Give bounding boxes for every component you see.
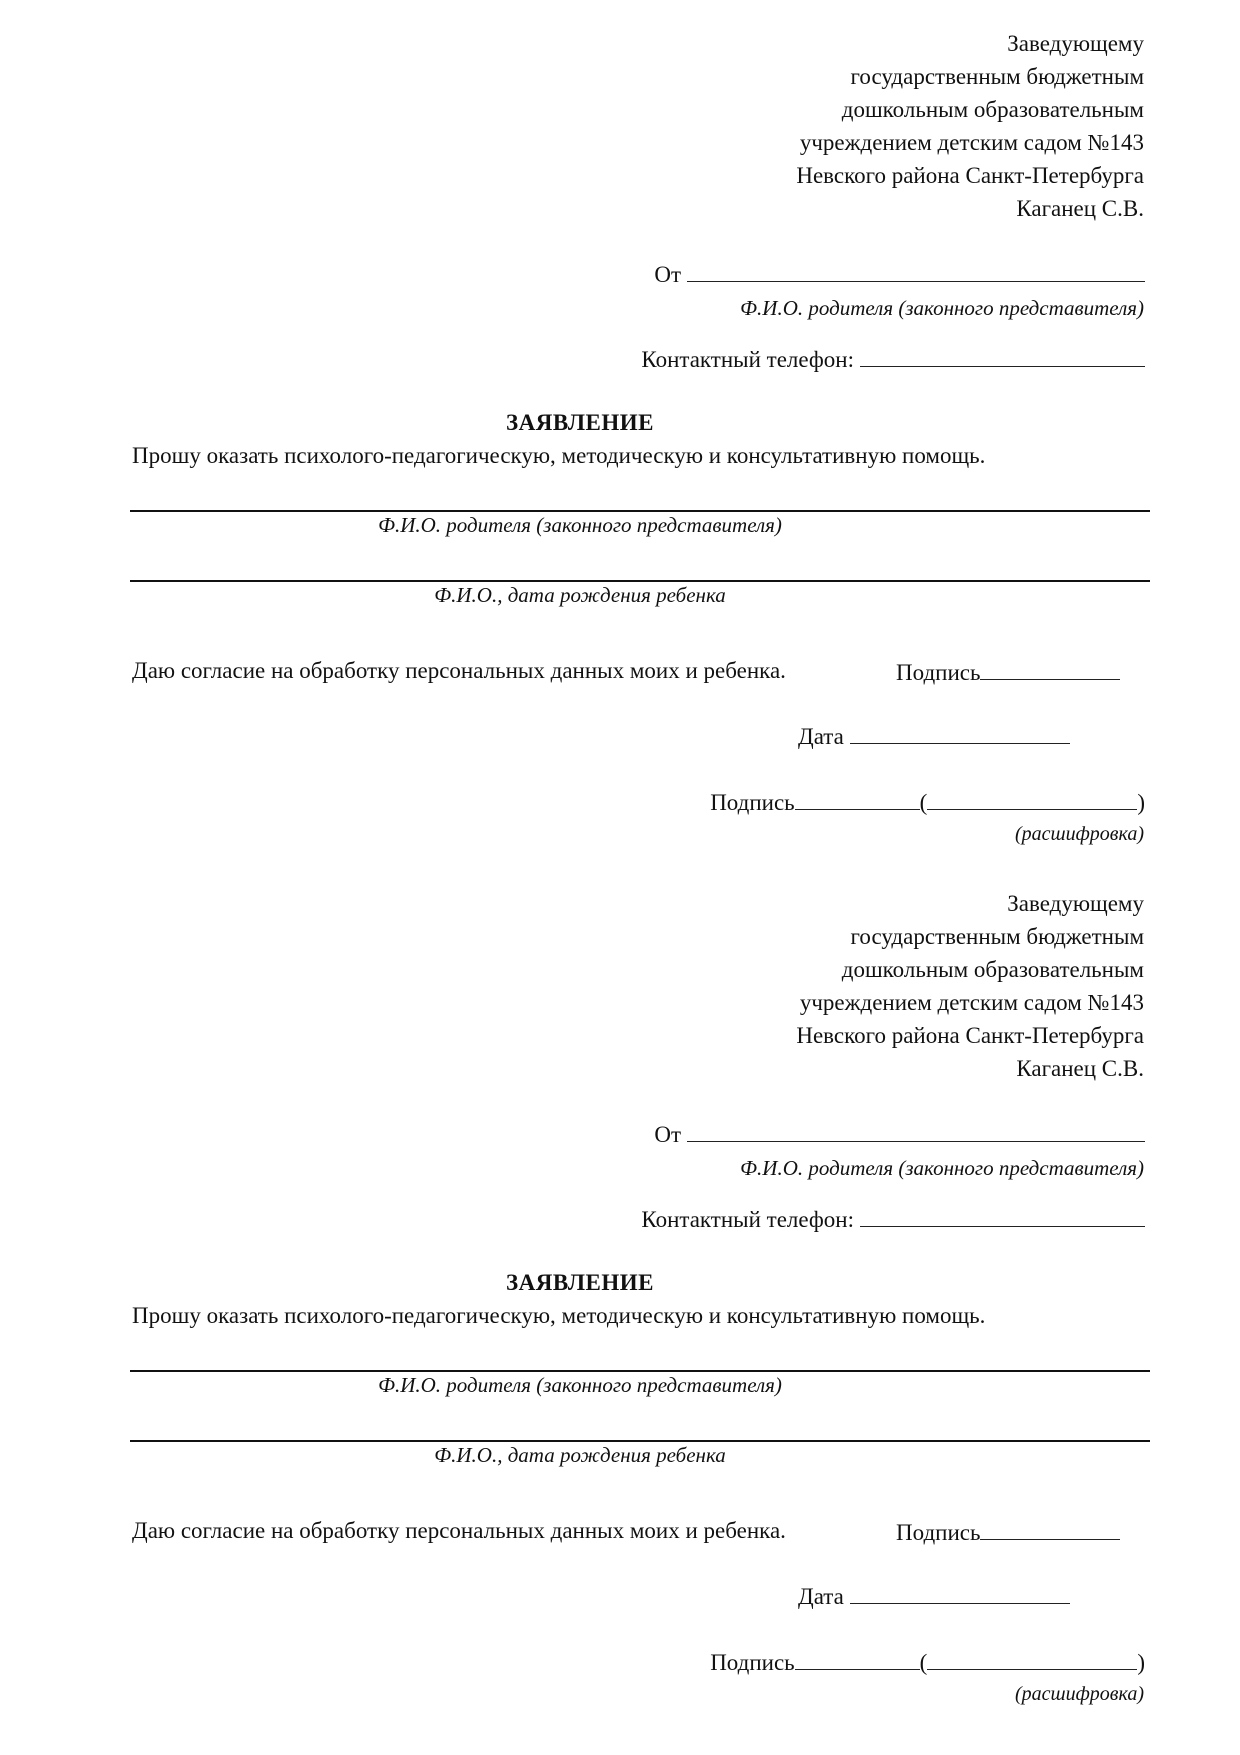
- document-title: ЗАЯВЛЕНИЕ: [506, 410, 654, 435]
- addressee-line: государственным бюджетным: [850, 64, 1144, 89]
- signature-row: [710, 1648, 1145, 1676]
- consent-text: Даю согласие на обработку персональных данных моих и ребенка.: [132, 1518, 786, 1543]
- parent-name-field[interactable]: [130, 1370, 1150, 1372]
- addressee-block: [796, 27, 1144, 225]
- signature-decode-field[interactable]: [927, 788, 1137, 810]
- addressee-line: дошкольным образовательным: [841, 97, 1144, 122]
- signature-row: [710, 788, 1145, 816]
- addressee-block: [796, 887, 1144, 1085]
- phone-label: Контактный телефон:: [641, 1207, 854, 1232]
- close-paren: ): [1137, 790, 1145, 815]
- addressee-line: Каганец С.В.: [1016, 1056, 1144, 1081]
- date-label: Дата: [798, 1584, 844, 1609]
- parent-name-hint: Ф.И.О. родителя (законного представителя): [378, 1373, 782, 1397]
- child-info-hint: Ф.И.О., дата рождения ребенка: [434, 1443, 726, 1467]
- consent-signature-row: [896, 658, 1120, 686]
- date-row: [798, 1582, 1070, 1610]
- addressee-line: государственным бюджетным: [850, 924, 1144, 949]
- close-paren: ): [1137, 1650, 1145, 1675]
- from-name-field[interactable]: [687, 260, 1145, 282]
- consent-signature-field[interactable]: [980, 1518, 1120, 1540]
- signature-field[interactable]: [795, 788, 920, 810]
- phone-label: Контактный телефон:: [641, 347, 854, 372]
- phone-field[interactable]: [860, 1205, 1145, 1227]
- from-hint: Ф.И.О. родителя (законного представителя): [740, 1156, 1144, 1180]
- from-row: [654, 260, 1145, 288]
- date-field[interactable]: [850, 1582, 1070, 1604]
- request-text: Прошу оказать психолого-педагогическую, методическую и консультативную помощь.: [132, 443, 986, 468]
- date-field[interactable]: [850, 722, 1070, 744]
- addressee-line: дошкольным образовательным: [841, 957, 1144, 982]
- addressee-line: учреждением детским садом №143: [799, 130, 1144, 155]
- signature-decode-field[interactable]: [927, 1648, 1137, 1670]
- signature-field[interactable]: [795, 1648, 920, 1670]
- phone-row: [641, 345, 1145, 373]
- addressee-line: Заведующему: [1007, 891, 1144, 916]
- addressee-line: Каганец С.В.: [1016, 196, 1144, 221]
- child-info-field[interactable]: [130, 580, 1150, 582]
- parent-name-hint: Ф.И.О. родителя (законного представителя): [378, 513, 782, 537]
- signature2-label: Подпись: [710, 790, 795, 815]
- addressee-line: Невского района Санкт-Петербурга: [796, 1023, 1144, 1048]
- signature-label: Подпись: [896, 1520, 981, 1545]
- from-hint: Ф.И.О. родителя (законного представителя): [740, 296, 1144, 320]
- decode-hint: (расшифровка): [1014, 1683, 1144, 1705]
- from-label: От: [654, 262, 681, 287]
- signature2-label: Подпись: [710, 1650, 795, 1675]
- application-form-2: [0, 860, 1240, 1720]
- signature-label: Подпись: [896, 660, 981, 685]
- child-info-field[interactable]: [130, 1440, 1150, 1442]
- addressee-line: Невского района Санкт-Петербурга: [796, 163, 1144, 188]
- child-info-hint: Ф.И.О., дата рождения ребенка: [434, 583, 726, 607]
- request-text: Прошу оказать психолого-педагогическую, методическую и консультативную помощь.: [132, 1303, 986, 1328]
- addressee-line: учреждением детским садом №143: [799, 990, 1144, 1015]
- parent-name-field[interactable]: [130, 510, 1150, 512]
- date-row: [798, 722, 1070, 750]
- consent-signature-field[interactable]: [980, 658, 1120, 680]
- phone-row: [641, 1205, 1145, 1233]
- open-paren: (: [919, 790, 928, 815]
- open-paren: (: [919, 1650, 928, 1675]
- decode-hint: (расшифровка): [1014, 823, 1144, 845]
- consent-signature-row: [896, 1518, 1120, 1546]
- from-row: [654, 1120, 1145, 1148]
- date-label: Дата: [798, 724, 844, 749]
- consent-text: Даю согласие на обработку персональных данных моих и ребенка.: [132, 658, 786, 683]
- phone-field[interactable]: [860, 345, 1145, 367]
- from-label: От: [654, 1122, 681, 1147]
- from-name-field[interactable]: [687, 1120, 1145, 1142]
- addressee-line: Заведующему: [1007, 31, 1144, 56]
- application-form-1: [0, 0, 1240, 860]
- document-title: ЗАЯВЛЕНИЕ: [506, 1270, 654, 1295]
